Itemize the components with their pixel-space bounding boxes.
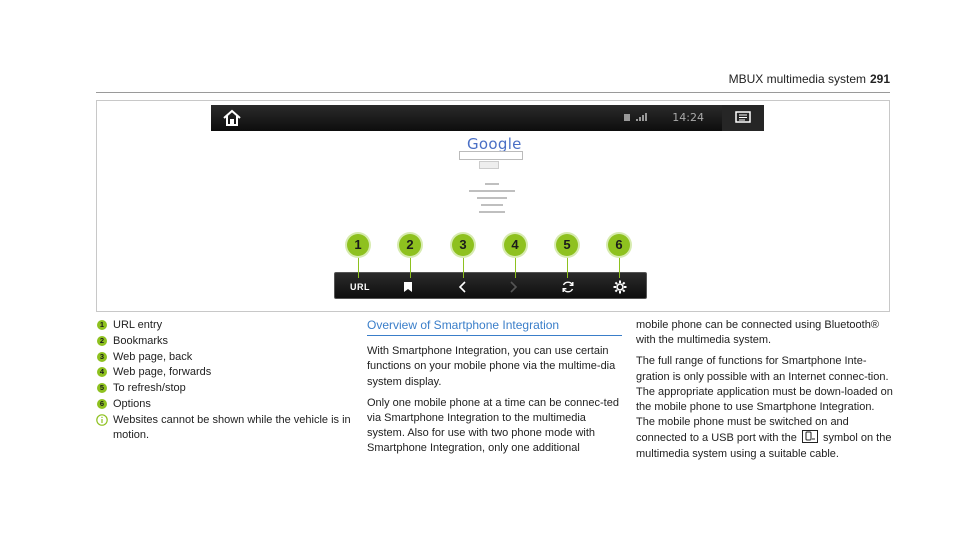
functions-text-end: symbol on the multimedia system using a suitable cable. bbox=[636, 432, 892, 460]
legend-text: URL entry bbox=[113, 319, 163, 331]
legend-column bbox=[96, 318, 356, 444]
callout-1: 1 bbox=[347, 234, 369, 256]
legend-text: Web page, forwards bbox=[113, 366, 212, 379]
callout-6: 6 bbox=[608, 234, 630, 256]
bluetooth-paragraph-cont: with the multimedia system. bbox=[636, 334, 772, 347]
google-links bbox=[469, 183, 515, 218]
callout-4: 4 bbox=[504, 234, 526, 256]
gear-icon bbox=[613, 280, 627, 294]
note-row bbox=[96, 413, 356, 443]
legend-text: Web page, back bbox=[113, 350, 193, 363]
page-number: 291 bbox=[869, 72, 890, 86]
bluetooth-paragraph bbox=[636, 318, 894, 333]
section-column bbox=[367, 318, 622, 463]
legend-number: 1 bbox=[97, 320, 107, 330]
legend-item bbox=[96, 365, 356, 380]
legend-number: 2 bbox=[97, 336, 107, 346]
legend-number: 4 bbox=[97, 367, 107, 377]
leader-line bbox=[619, 256, 620, 278]
legend-number: 3 bbox=[97, 352, 107, 362]
page-header bbox=[0, 0, 960, 100]
back-button[interactable] bbox=[451, 273, 473, 300]
functions-text: The full range of functions for Smartphone Inte-gration is only possible with an Internet connec-tion. The appropriate application must be down-loaded on the mobile phone to use Smartphone Integration. The mobile phone must be switched on and connected to a USB port with the bbox=[636, 355, 893, 445]
screenshot-figure bbox=[96, 100, 890, 312]
legend-number: 5 bbox=[97, 383, 107, 393]
options-button[interactable] bbox=[609, 273, 631, 300]
status-time: 14:24 bbox=[672, 111, 704, 124]
header-rule bbox=[96, 92, 890, 93]
section-paragraph: With Smartphone Integration, you can use certain functions on your mobile phone via the multime-dia system display. bbox=[367, 345, 616, 388]
section-title: Overview of Smartphone Integration bbox=[367, 318, 622, 336]
legend-item bbox=[96, 397, 356, 412]
continued-column bbox=[636, 318, 894, 468]
leader-line bbox=[567, 256, 568, 278]
leader-line bbox=[515, 256, 516, 278]
top-status-bar bbox=[211, 105, 764, 131]
callout-2: 2 bbox=[399, 234, 421, 256]
legend-text: Options bbox=[113, 397, 151, 410]
legend-item bbox=[96, 334, 356, 349]
signal-icon bbox=[624, 112, 660, 122]
callout-5: 5 bbox=[556, 234, 578, 256]
google-search-box[interactable] bbox=[459, 151, 523, 160]
browser-nav-bar bbox=[334, 272, 647, 299]
refresh-icon bbox=[561, 280, 575, 294]
bookmark-button[interactable] bbox=[397, 273, 419, 300]
legend-item bbox=[96, 350, 356, 365]
functions-paragraph bbox=[636, 354, 894, 461]
url-button[interactable] bbox=[341, 273, 379, 300]
bookmark-icon bbox=[403, 281, 413, 293]
google-logo-text: Google bbox=[467, 135, 522, 153]
section-paragraph: Only one mobile phone at a time can be connec-ted via Smartphone Integration to the multimedia system. Also for use with two phone mode with Smartphone Integration, only one additional bbox=[367, 396, 619, 455]
chevron-right-icon bbox=[510, 281, 518, 293]
leader-line bbox=[410, 256, 411, 278]
info-icon bbox=[96, 414, 108, 426]
forward-button[interactable] bbox=[503, 273, 525, 300]
home-icon[interactable] bbox=[221, 108, 243, 128]
smartphone-usb-icon bbox=[802, 430, 818, 443]
bluetooth-text: mobile phone can be connected using Bluetooth® bbox=[636, 319, 879, 331]
callout-3: 3 bbox=[452, 234, 474, 256]
legend-item bbox=[96, 318, 356, 333]
google-search-button[interactable] bbox=[479, 161, 499, 169]
menu-icon[interactable] bbox=[722, 105, 764, 131]
legend-text: To refresh/stop bbox=[113, 382, 186, 395]
chevron-left-icon bbox=[458, 281, 466, 293]
refresh-button[interactable] bbox=[557, 273, 579, 300]
leader-line bbox=[358, 256, 359, 278]
legend-item bbox=[96, 381, 356, 396]
legend-text: Bookmarks bbox=[113, 334, 169, 347]
url-label: URL bbox=[350, 281, 370, 292]
leader-line bbox=[463, 256, 464, 278]
header-title: MBUX multimedia system bbox=[728, 72, 866, 86]
legend-number: 6 bbox=[97, 399, 107, 409]
note-text: Websites cannot be shown while the vehicle is in motion. bbox=[113, 413, 351, 441]
